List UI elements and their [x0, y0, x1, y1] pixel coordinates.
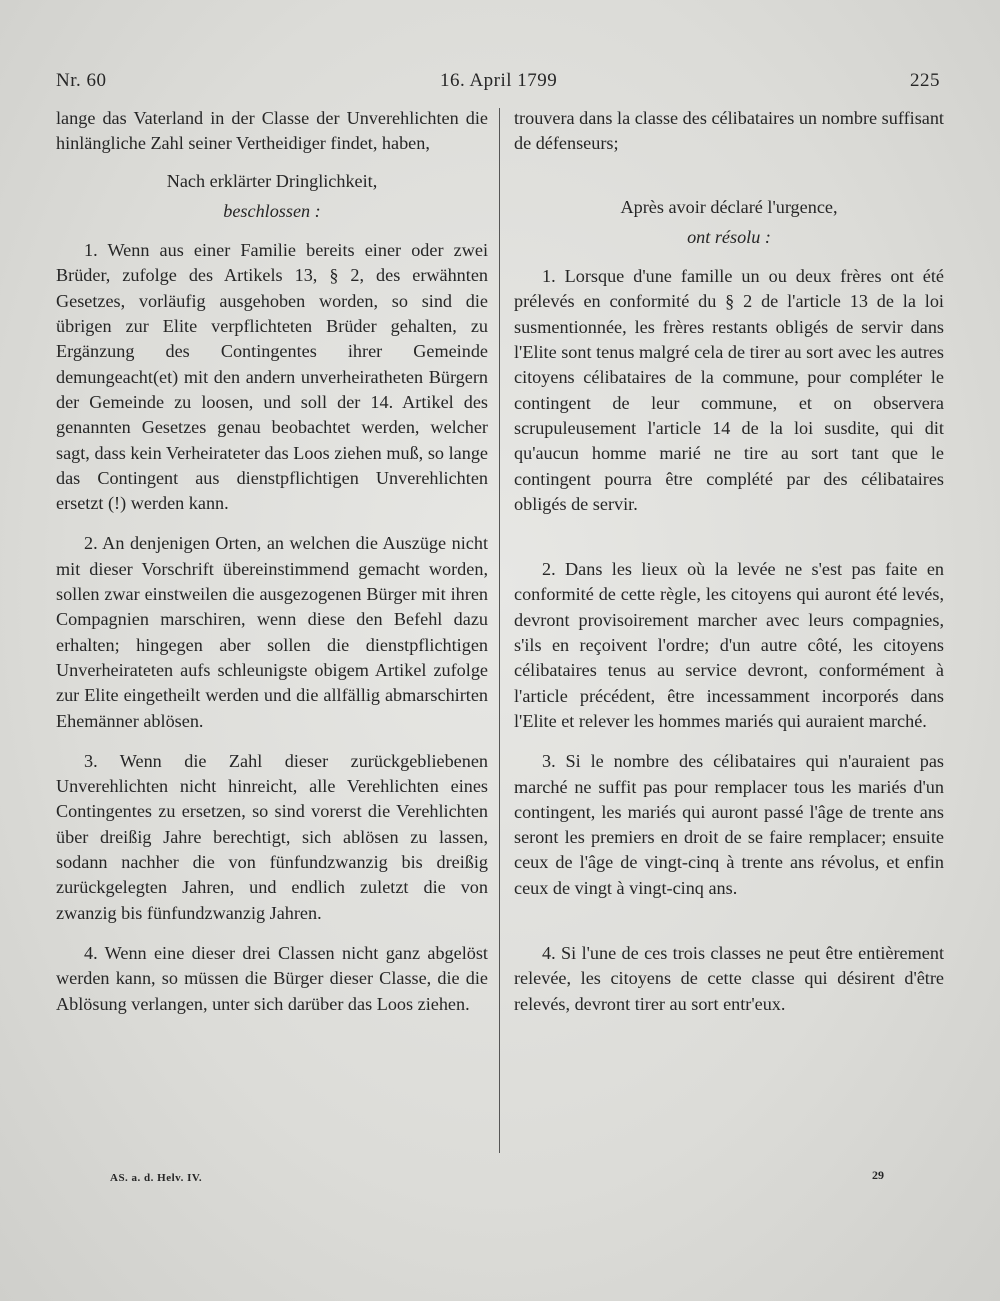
- german-urgency-declaration: Nach erklärter Dringlichkeit,: [166, 170, 378, 191]
- german-article-1: 1. Wenn aus einer Familie bereits einer oder zwei Brüder, zufolge des Artikels 13, § 2, des erwähnten Gesetzes, vorläufig ausgehoben worden, so sind die übrigen zur Elite verpflichteten Brüder gehalten, zu Ergänzung des Contingentes ihrer Gemeinde demungeacht(et) mit den andern unverheiratheten Bürgern der Gemeinde zu loosen, und soll der 14. Artikel des genannten Gesetzes genau beobachtet werden, welcher sagt, dass kein Verheirateter das Loos ziehen muß, so lange das Contingent aus dienstpflichtigen Unverehlichten ersetzt (!) werden kann.: [56, 240, 488, 514]
- german-column: [56, 106, 488, 1017]
- german-resolved: beschlossen :: [223, 200, 321, 221]
- french-intro: trouvera dans la classe des célibataires un nombre suffisant de défenseurs;: [514, 108, 944, 154]
- page-number: 225: [910, 70, 940, 91]
- french-article-1: 1. Lorsque d'une famille un ou deux frères ont été prélevés en conformité du § 2 de l'article 13 de la loi susmentionnée, les frères restants obligés de servir dans l'Elite sont tenus malgré cela de tirer au sort avec les autres citoyens célibataires de la commune, pour compléter le contingent de leur commune, et on observera scrupuleusement l'article 14 de la loi susdite, qui dit qu'aucun homme marié ne tire au sort tant que le contingent pourra être complété par des célibataires obligés de servir.: [514, 266, 945, 514]
- german-article-3: 3. Wenn die Zahl dieser zurückgebliebenen Unverehlichten nicht hinreicht, alle Verehlichten eines Contingentes zu ersetzen, so sind vorerst die Verehlichten über dreißig Jahre berechtigt, sich ablösen zu lassen, sodann nachher die von fünfundzwanzig bis dreißig zurückgelegten Jahren, und endlich zuletzt die von zwanzig bis fünfundzwanzig Jahren.: [56, 750, 488, 923]
- french-urgency-declaration: Après avoir déclaré l'urgence,: [620, 196, 838, 217]
- date-heading: 16. April 1799: [440, 70, 558, 91]
- issue-number: Nr. 60: [56, 70, 107, 91]
- german-article-4: 4. Wenn eine dieser drei Classen nicht ganz abgelöst werden kann, so müssen die Bürger dieser Classe, die die Ablösung verlangen, unter sich darüber das Loos ziehen.: [56, 942, 488, 1014]
- column-divider: [499, 108, 500, 1153]
- french-article-2: 2. Dans les lieux où la levée ne s'est pas faite en conformité de cette règle, les citoyens qui auront été levés, devront provisoirement marcher avec leurs compagnies, s'ils en reçoivent l'ordre; d'un autre côté, les citoyens célibataires tenus au service devront, conformément à l'article précédent, être incessamment incorporés dans l'Elite et relever les hommes mariés qui auraient marché.: [514, 559, 944, 731]
- french-article-3: 3. Si le nombre des célibataires qui n'auraient pas marché ne suffit pas pour remplacer tous les mariés d'un contingent, les mariés qui auront passé l'âge de trente ans seront les premiers en droit de se faire remplacer; ensuite ceux de l'âge de vingt-cinq à trente ans révolus, et enfin ceux de vingt à vingt-cinq ans.: [514, 751, 944, 898]
- german-article-2: 2. An denjenigen Orten, an welchen die Auszüge nicht mit dieser Vorschrift übereinstimmend gemacht worden, sollen zwar einstweilen die ausgezogenen Bürger mit ihren Compagnien marschiren, wenn diese den Befehl dazu erhalten; hingegen aber sollen die dienstpflichtigen Unverheirateten aufs schleunigste obigem Artikel zufolge zur Elite eingetheilt werden und die allfällig abmarschirten Ehemänner ablösen.: [56, 533, 488, 731]
- german-intro: lange das Vaterland in der Classe der Unverehlichten die hinlängliche Zahl seiner Vertheidiger findet, haben,: [56, 108, 488, 154]
- french-column: [514, 106, 944, 1017]
- french-article-4: 4. Si l'une de ces trois classes ne peut être entièrement relevée, les citoyens de cette classe qui désirent d'être relevés, devront tirer au sort entr'eux.: [514, 943, 944, 1014]
- signature-number: 29: [872, 1168, 884, 1182]
- source-reference: AS. a. d. Helv. IV.: [110, 1172, 203, 1184]
- french-resolved: ont résolu :: [687, 226, 771, 247]
